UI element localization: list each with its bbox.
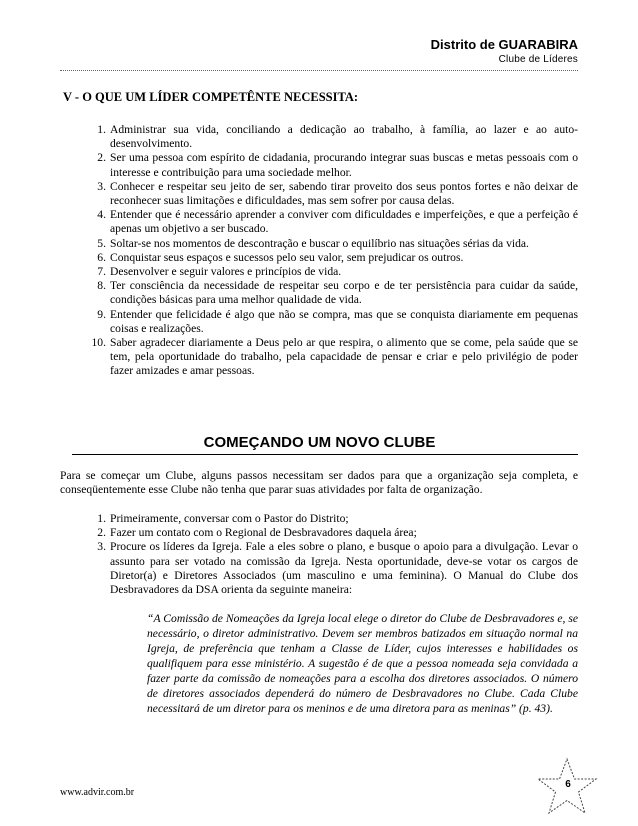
page-number: 6: [565, 779, 571, 790]
list-item-text: Entender que é necessário aprender a conviver com dificuldades e imperfeições, e que a perfeição é apenas um objetivo a ser buscado.: [110, 208, 578, 236]
list-item-number: 4.: [97, 208, 106, 222]
list-item-number: 10.: [91, 336, 106, 350]
list-item-number: 2.: [97, 151, 106, 165]
list-item-text: Conquistar seus espaços e sucessos pelo seu valor, sem prejudicar os outros.: [110, 250, 464, 264]
list-item-number: 8.: [97, 279, 106, 293]
list-item-text: Saber agradecer diariamente a Deus pelo ar que respira, o alimento que se come, pela saúde que se tem, pela oportunidade do trabalho, pela capacidade de pensar e criar e pelo privilégio de poder fazer amizades e amar pessoas.: [110, 336, 578, 378]
list-item: [82, 251, 578, 265]
list-item: [82, 265, 578, 279]
list-item: [82, 526, 578, 540]
list-item-text: Conhecer e respeitar seu jeito de ser, sabendo tirar proveito dos seus pontos fortes e não deixar de reconhecer suas limitações e dificuldades, mas sem sofrer por causa delas.: [110, 179, 578, 208]
list-item-text: Ser uma pessoa com espírito de cidadania, procurando integrar suas buscas e metas pessoais com o interesse e contribuição para uma sociedade melhor.: [110, 151, 578, 179]
list-item: [82, 336, 578, 379]
list-item: [82, 180, 578, 208]
list-item: [82, 512, 578, 526]
manual-quote: “A Comissão de Nomeações da Igreja local elege o diretor do Clube de Desbravadores e, se necessário, o diretor administrativo. Devem ser membros batizados em situação normal na Igreja, de preferência que tenham a Classe de Líder, cujos interesses e habilidades os qualifiquem para esse ministério. A sugestão é de que a pessoa nomeada seja convidada a fazer parte da comissão de nomeações para a escolha dos diretores associados. O número de diretores associados dependerá do número de Desbravadores no Clube. Cada Clube necessitará de um diretor para os meninos e de uma diretora para as meninas” (p. 43).: [147, 612, 578, 715]
list-item-text: Entender que felicidade é algo que não se compra, mas que se conquista diariamente em pequenas coisas e realizações.: [110, 307, 578, 335]
list-item: [82, 208, 578, 236]
list-item-text: Desenvolver e seguir valores e princípios de vida.: [110, 265, 342, 279]
section-heading: COMEÇANDO UM NOVO CLUBE: [203, 434, 436, 451]
list-item-text: Fazer um contato com o Regional de Desbravadores daquela área;: [110, 526, 417, 540]
header-subtitle: Clube de Líderes: [498, 54, 578, 65]
list-item-text: Primeiramente, conversar com o Pastor do Distrito;: [110, 512, 349, 525]
header-divider: [60, 70, 578, 71]
list-item-text: Procure os líderes da Igreja. Fale a eles sobre o plano, e busque o apoio para a divulgação. Levar o assunto para ser votado na comissão da Igreja. Nesta oportunidade, deve-se votar os cargos de Diretor(a) e Diretores Associados (um masculino e uma feminina). O Manual do Clube dos Desbravadores da DSA orienta da seguinte maneira:: [110, 540, 578, 597]
list-item-number: 5.: [97, 236, 106, 250]
list-item: [82, 237, 578, 251]
list-item-number: 7.: [97, 265, 106, 279]
list-item-text: Administrar sua vida, conciliando a dedicação ao trabalho, à família, ao lazer e ao auto-desenvolvimento.: [110, 123, 578, 151]
list-item-number: 1.: [97, 123, 106, 136]
list-item: [82, 308, 578, 336]
steps-list: [82, 512, 578, 597]
list-item-number: 3.: [97, 179, 106, 193]
list-item: [82, 279, 578, 307]
intro-paragraph: Para se começar um Clube, alguns passos necessitam ser dados para que a organização seja completa, e conseqüentemente esse Clube não tenha que parar suas atividades por falta de organização.: [60, 469, 578, 497]
list-item-text: Soltar-se nos momentos de descontração e buscar o equilíbrio nas situações sérias da vida.: [110, 236, 529, 250]
list-item: [82, 151, 578, 179]
list-item-number: 6.: [97, 250, 106, 264]
list-item-number: 9.: [97, 307, 106, 321]
list-item: [82, 123, 578, 151]
list-item-number: 3.: [97, 540, 106, 554]
list-item: [82, 540, 578, 597]
footer-url: www.advir.com.br: [60, 787, 135, 798]
header-title: Distrito de GUARABIRA: [430, 37, 578, 52]
list-item-text: Ter consciência da necessidade de respeitar seu corpo e de ter persistência para cuidar da saúde, condições básicas para uma melhor qualidade de vida.: [110, 279, 578, 307]
section-title: V - O QUE UM LÍDER COMPETÊNTE NECESSITA:: [63, 90, 359, 104]
heading-underline: [72, 454, 578, 455]
list-item-number: 2.: [97, 526, 106, 540]
list-item-number: 1.: [97, 512, 106, 525]
leader-needs-list: [82, 123, 578, 379]
